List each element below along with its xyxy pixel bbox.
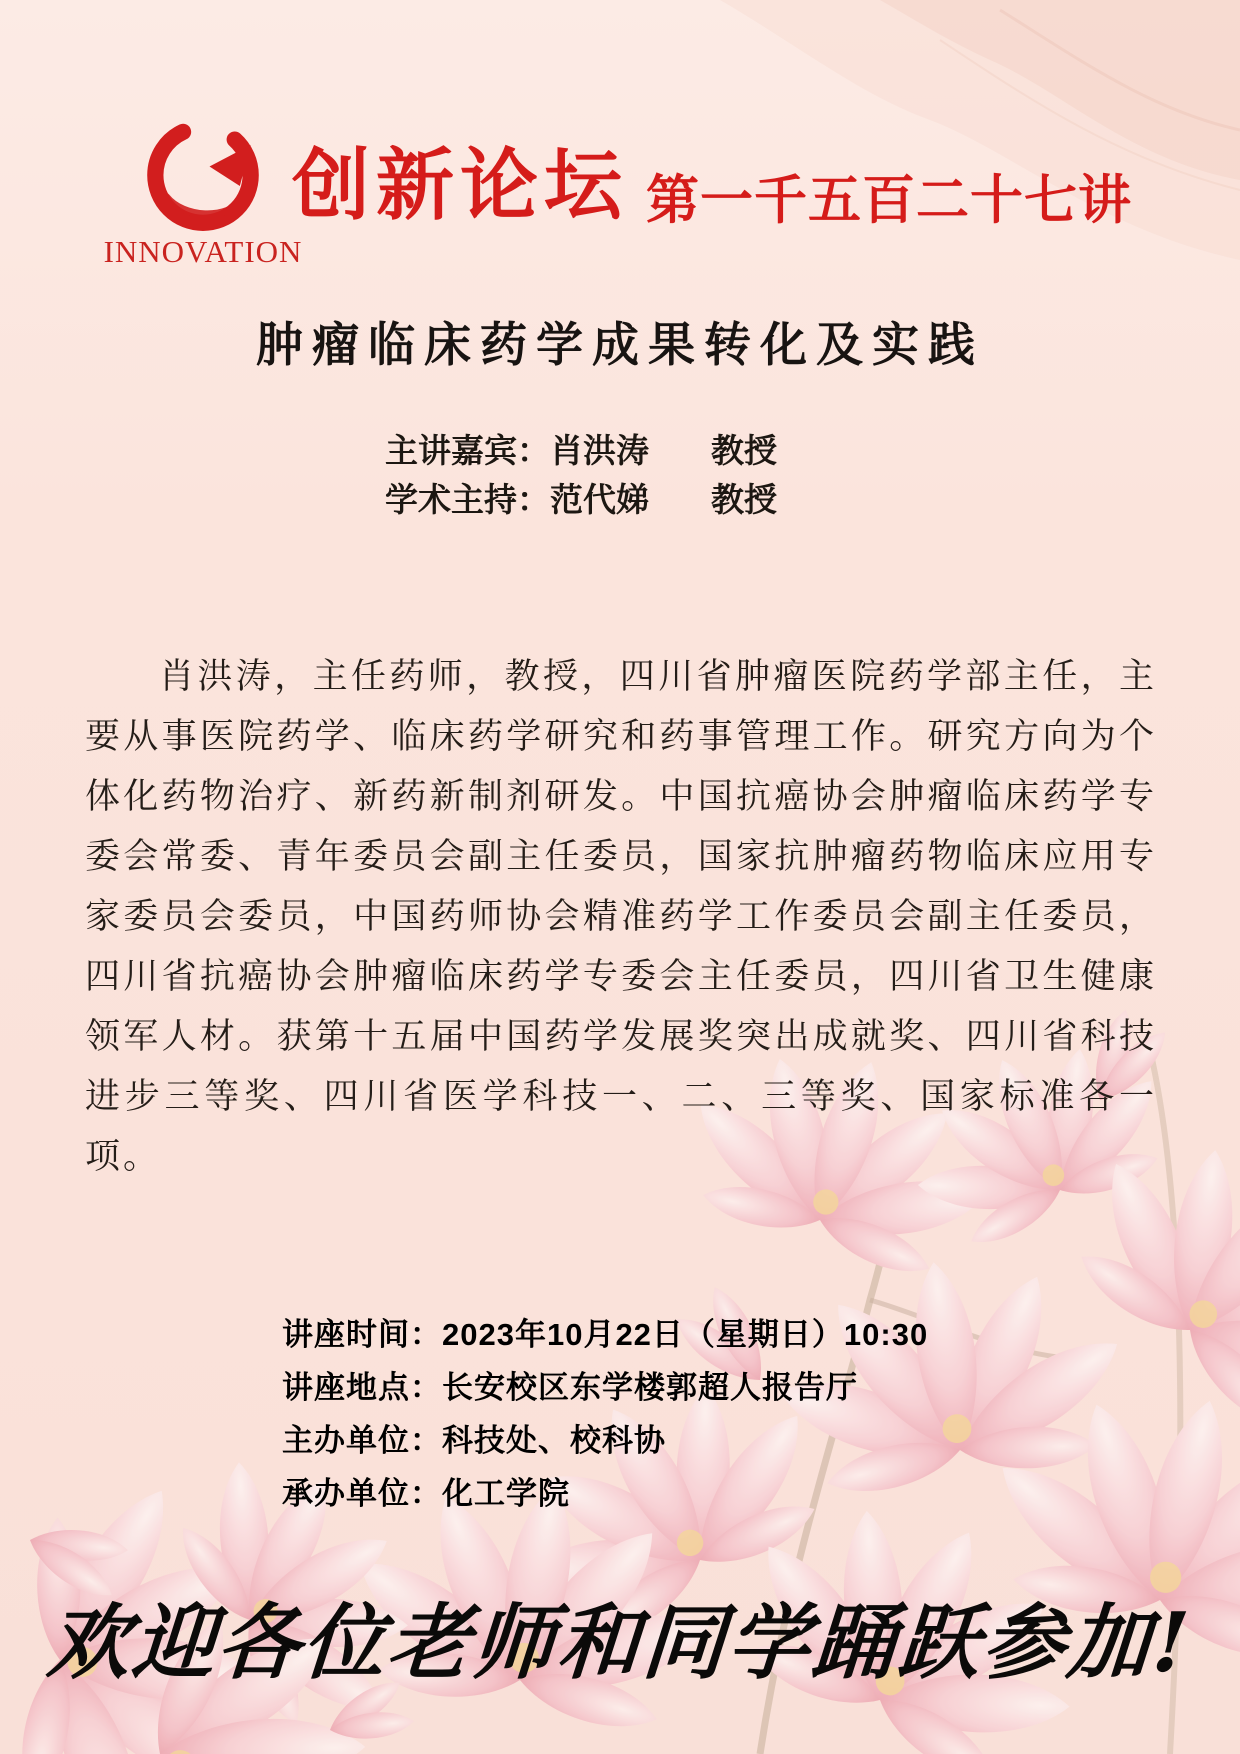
speaker-biography: 肖洪涛，主任药师，教授，四川省肿瘤医院药学部主任，主要从事医院药学、临床药学研究和药事管理工作。研究方向为个体化药物治疗、新药新制剂研发。中国抗癌协会肿瘤临床药学专委会常委、青年委员会副主任委员，国家抗肿瘤药物临床应用专家委员会委员，中国药师协会精准药学工作委员会副主任委员，四川省抗癌协会肿瘤临床药学专委会主任委员，四川省卫生健康领军人材。获第十五届中国药学发展奖突出成就奖、四川省科技进步三等奖、四川省医学科技一、二、三等奖、国家标准各一项。 — [85, 657, 1157, 1177]
host-title: 教授 — [711, 480, 777, 519]
detail-organizer — [282, 1414, 928, 1467]
speakers-block — [385, 426, 777, 524]
detail-undertaker — [282, 1467, 928, 1520]
speaker-title: 教授 — [711, 431, 777, 470]
detail-undertaker-value: 化工学院 — [442, 1476, 570, 1511]
host-name: 范代娣 — [550, 480, 649, 519]
host-row — [385, 475, 777, 524]
lecture-number: 第一千五百二十七讲 — [646, 169, 1132, 231]
innovation-logo-icon — [138, 108, 268, 238]
detail-time-value: 2023年10月22日（星期日）10:30 — [442, 1317, 929, 1352]
host-label: 学术主持： — [385, 480, 550, 519]
speaker-row — [385, 426, 777, 475]
forum-title: 创新论坛 — [292, 141, 629, 229]
detail-time — [282, 1308, 928, 1361]
event-details — [282, 1308, 928, 1520]
detail-time-label: 讲座时间： — [282, 1317, 442, 1352]
detail-location — [282, 1361, 928, 1414]
detail-location-label: 讲座地点： — [282, 1370, 442, 1405]
logo-wordmark: INNOVATION — [103, 234, 303, 269]
welcome-banner: 欢迎各位老师和同学踊跃参加! — [44, 1595, 1195, 1691]
detail-organizer-label: 主办单位： — [282, 1423, 442, 1458]
speaker-label: 主讲嘉宾： — [385, 431, 550, 470]
detail-organizer-value: 科技处、校科协 — [442, 1423, 666, 1458]
lecture-title: 肿瘤临床药学成果转化及实践 — [256, 318, 984, 373]
speaker-name: 肖洪涛 — [550, 431, 649, 470]
detail-location-value: 长安校区东学楼郭超人报告厅 — [442, 1370, 858, 1405]
detail-undertaker-label: 承办单位： — [282, 1476, 442, 1511]
